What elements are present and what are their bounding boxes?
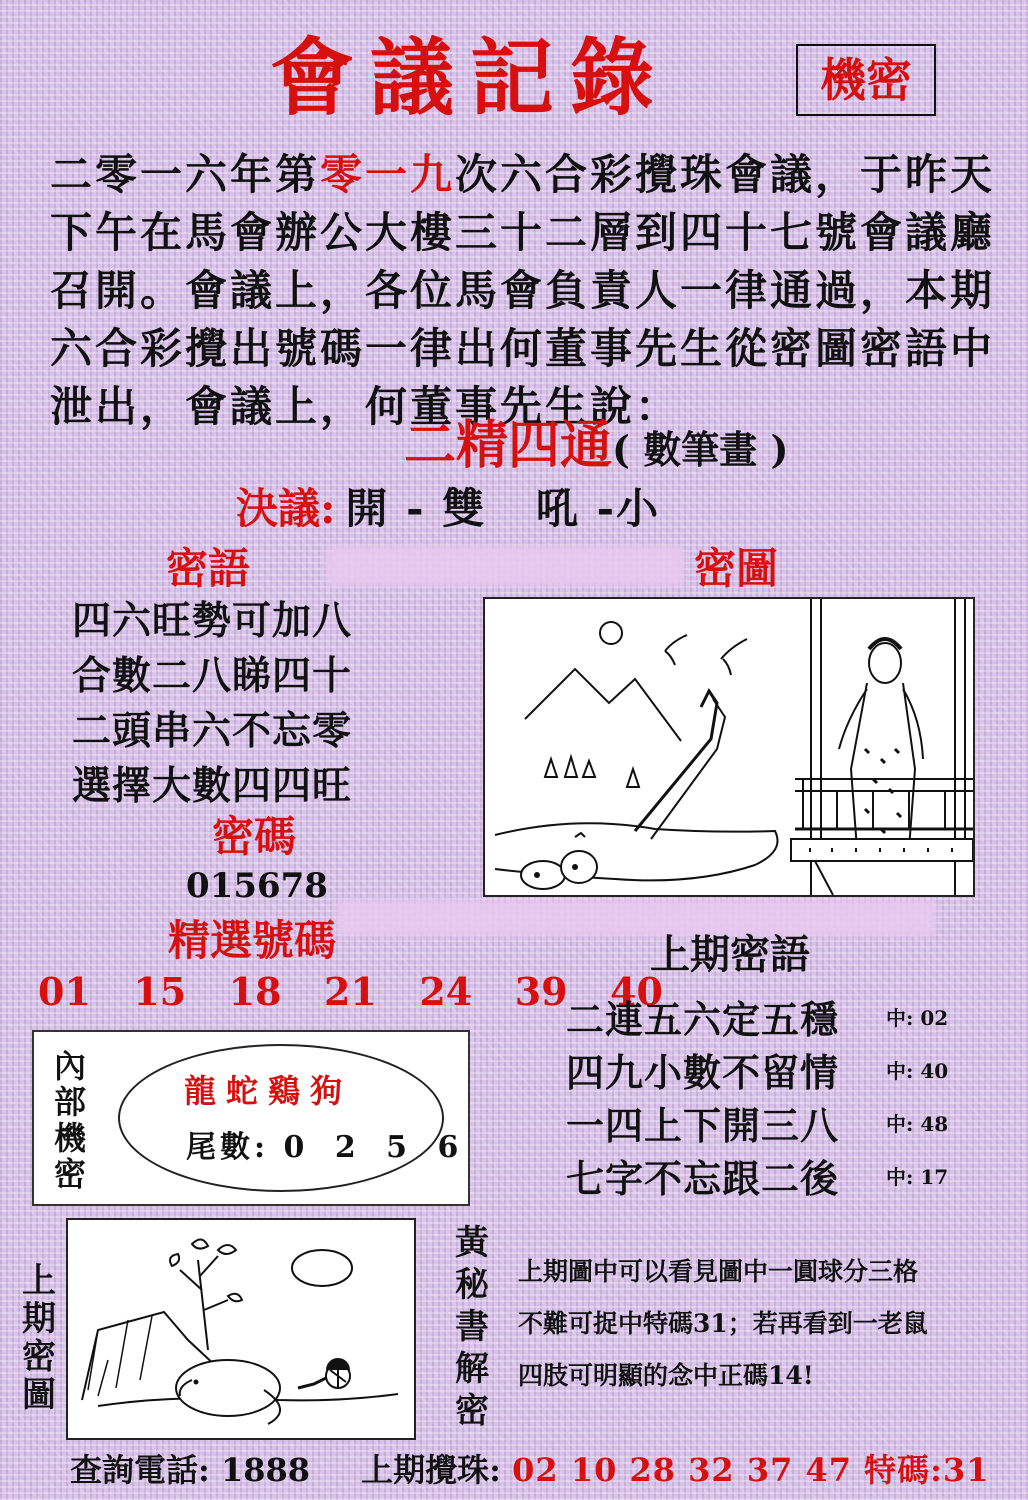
zodiac-signs: 龍蛇鷄狗: [184, 1072, 353, 1110]
last-draw-label: 上期攪珠:: [361, 1451, 501, 1489]
previous-riddle-result: 中: 17: [886, 1165, 949, 1189]
intro-line4: 六合彩攪出號碼一律出何董事先生從密圖密語中: [50, 324, 996, 373]
list-item: [566, 1096, 1006, 1149]
intro-line1-a: 二零一六年第: [50, 150, 321, 199]
resolution-value: 開 - 雙 吼 -小: [345, 484, 661, 533]
secret-code-value: 015678: [186, 866, 328, 906]
list-item: [566, 1149, 1006, 1202]
blurred-bar-top: [326, 546, 684, 586]
secret-code-label: 密碼: [212, 812, 297, 861]
selected-numbers: 01 15 18 21 24 39 40: [38, 969, 663, 1014]
explanation-line: 四肢可明顯的念中正碼14!: [518, 1361, 814, 1390]
previous-picture: [66, 1218, 416, 1440]
previous-riddle-result: 中: 48: [886, 1112, 949, 1136]
resolution: [236, 480, 660, 538]
previous-riddle-label: 上期密語: [650, 931, 810, 978]
internal-secret-label: 內部機密: [53, 1047, 86, 1193]
explanation-line: 不難可捉中特碼31；若再看到一老鼠: [518, 1309, 928, 1338]
secretary-label: 黃秘書解密: [455, 1223, 489, 1431]
previous-riddle-text: 七字不忘跟二後: [566, 1156, 840, 1201]
riddle-line: 二頭串六不忘零: [72, 708, 353, 754]
riddle-label: 密語: [166, 544, 251, 593]
secretary-explanation: [518, 1246, 998, 1402]
resolution-label: 決議:: [236, 484, 336, 533]
previous-riddle-result: 中: 40: [886, 1059, 949, 1083]
previous-picture-label: 上期密圖: [22, 1261, 56, 1415]
tail-label: 尾數:: [186, 1130, 270, 1165]
page-title: 會議記錄: [270, 28, 671, 127]
list-item: [566, 990, 1006, 1043]
previous-riddle-text: 一四上下開三八: [566, 1103, 840, 1148]
selected-numbers-label: 精選號碼: [168, 916, 337, 965]
main-hint-note: ( 數筆畫 ): [612, 427, 789, 472]
tail-value: 0 2 5 6: [283, 1130, 469, 1165]
previous-riddle-text: 二連五六定五穩: [566, 997, 840, 1042]
secret-picture-drawing: [485, 599, 973, 895]
intro-line1-b: 次六合彩攪珠會議，于昨天: [455, 150, 996, 199]
list-item: [566, 1043, 1006, 1096]
phone-label: 查詢電話:: [70, 1451, 210, 1489]
riddle-line: 合數二八睇四十: [72, 653, 353, 699]
tail-numbers: [186, 1122, 468, 1166]
previous-riddle-list: [566, 990, 1006, 1202]
explanation-line: 上期圖中可以看見圖中一圓球分三格: [518, 1257, 919, 1286]
riddle-line: 四六旺勢可加八: [72, 598, 353, 644]
previous-riddle-result: 中: 02: [886, 1006, 949, 1030]
riddle-lines: [72, 594, 372, 814]
riddle-line: 選擇大數四四旺: [72, 763, 353, 809]
secret-picture: [483, 597, 975, 897]
last-draw-numbers: 02 10 28 32 37 47 特碼:31: [512, 1451, 990, 1489]
secret-picture-label: 密圖: [694, 544, 779, 593]
intro-line2: 下午在馬會辦公大樓三十二層到四十七號會議廳: [50, 208, 996, 257]
confidential-badge: 機密: [796, 44, 936, 116]
previous-riddle-text: 四九小數不留情: [566, 1050, 840, 1095]
intro-paragraph: [50, 146, 1000, 436]
intro-line5: 泄出，會議上，何董事先生說：: [50, 382, 681, 431]
footer: [70, 1448, 990, 1492]
previous-picture-drawing: [68, 1220, 414, 1438]
issue-number: 零一九: [320, 150, 456, 199]
main-hint: [404, 416, 788, 480]
intro-line3: 召開。會議上，各位馬會負責人一律通過，本期: [50, 266, 996, 315]
main-hint-text: 二精四通: [404, 415, 613, 476]
blurred-bar-mid: [336, 900, 936, 936]
phone-number: 1888: [220, 1451, 311, 1489]
